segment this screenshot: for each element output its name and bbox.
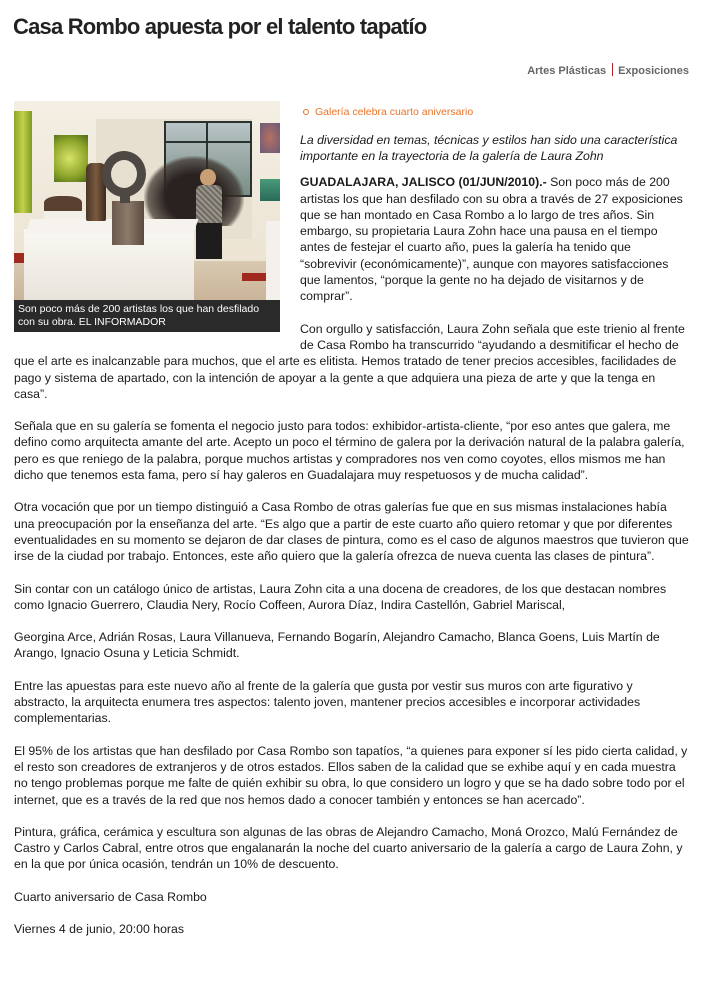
photo-painting-right-bottom: [260, 179, 280, 201]
category-separator: [612, 63, 613, 76]
gallery-photo[interactable]: [14, 101, 280, 300]
paragraph-text: Son poco más de 200 artistas los que han desfilado con su obra a través de 27 exposiciones que se han montado en Casa Rombo a lo largo de tres años. Sin embargo, su propietaria Laura Zohn hace una pausa en el tiempo antes de festejar el cuarto año, pues la galería ha tenido que “sobrevivir (económicamente)”, aunque con mayores satisfacciones que lamentos, “porque la gente no ha dejado de visitarnos y de comprar”.: [300, 175, 683, 304]
article-paragraph: Otra vocación que por un tiempo distinguió a Casa Rombo de otras galerías fue que en sus mismas instalaciones había una preocupación por la enseñanza del arte. “Es algo que a partir de este cuarto año quiero retomar y que por diferentes eventualidades en su momento se dejaron de dar clases de pintura, como es el caso de algunos maestros que tuvieron que irse de la ciudad por trabajo. Entonces, este año quiero que la galería ofrezca de nueva cuenta las clases de pintura”.: [14, 500, 689, 564]
article-title: Casa Rombo apuesta por el talento tapatío: [13, 14, 427, 39]
category-link-exposiciones[interactable]: Exposiciones: [618, 65, 689, 77]
photo-painting-right-top: [260, 123, 280, 153]
article-paragraph: Con orgullo y satisfacción, Laura Zohn señala que este trienio al frente de Casa Rombo ha transcurrido “ayudando a desmitificar el hecho de que el arte es inalcanzable para muchos, que el arte es elitista. Hemos tratado de tener precios accesibles, facilidades de pago y sistema de apartado, con la intención de apoyar a la gente a que adquiera una pieza de arte y que la tenga en casa”.: [14, 321, 685, 401]
photo-woman-head: [200, 169, 216, 186]
photo-ring-neck: [120, 193, 130, 203]
photo-crowd: [144, 156, 244, 226]
article-summary: La diversidad en temas, técnicas y estilos han sido una característica importante en la trayectoria de la galería de Laura Zohn: [300, 133, 678, 164]
photo-small-sculptures: [44, 196, 82, 212]
article-paragraph: Señala que en su galería se fomenta el negocio justo para todos: exhibidor-artista-cliente, “por eso antes que galera, me defino como arquitecta amante del arte. Acepto un poco el término de galera por la derivación natural de la palabra galería, pero es que reniego de la palabra, porque muchos artistas y compradores nos ven como coyotes, ellos mismos me han dicho que tenemos esta fama, pero sí hay galeros en Guadalajara muy respetuosos y de mucha calidad”.: [14, 419, 685, 483]
article-paragraph: Georgina Arce, Adrián Rosas, Laura Villanueva, Fernando Bogarín, Alejandro Camacho, Blanca Goens, Luis Martín de Arango, Ignacio Osuna y Leticia Schmidt.: [14, 630, 660, 661]
category-link-artes-plasticas[interactable]: Artes Plásticas: [527, 65, 607, 77]
category-breadcrumb: [527, 63, 689, 77]
article-paragraph: Entre las apuestas para este nuevo año al frente de la galería que gusta por vestir sus muros con arte figurativo y abstracto, la arquitecta enumera tres aspectos: talento joven, mantener precios accesibles e incorporar actividades complementarias.: [14, 678, 641, 726]
article-paragraph: Pintura, gráfica, cerámica y escultura son algunas de las obras de Alejandro Camacho, Moná Orozco, Malú Fernández de Castro y Carlos Cabral, entre otros que engalanarán la noche del cuarto aniversario de la galería a cargo de Laura Zohn, y en la que por única ocasión, tendrán un 10% de descuento.: [14, 824, 683, 872]
article-body: [14, 101, 690, 953]
photo-woman-skirt: [196, 223, 222, 259]
photo-caption: Son poco más de 200 artistas los que han desfilado con su obra. EL INFORMADOR: [14, 300, 280, 332]
circle-bullet-icon: [303, 109, 309, 115]
photo-woman-torso: [196, 185, 222, 225]
event-datetime: Viernes 4 de junio, 20:00 horas: [14, 921, 185, 936]
related-article-link[interactable]: Galería celebra cuarto aniversario: [315, 106, 474, 118]
photo-plinth: [24, 229, 194, 300]
photo-ring-sculpture: [102, 151, 146, 197]
article-figure: [14, 101, 280, 332]
event-title: Cuarto aniversario de Casa Rombo: [14, 889, 207, 904]
photo-painting-green: [54, 135, 88, 182]
article-dateline: GUADALAJARA, JALISCO (01/JUN/2010).-: [300, 175, 547, 190]
photo-right-column: [266, 221, 280, 300]
article-paragraph: El 95% de los artistas que han desfilado por Casa Rombo son tapatíos, “a quienes para exponer sí les pido cierta calidad, y el resto son creadores de extranjeros y de otros estados. Ellos saben de la calidad que se exhibe aquí y en cada muestra no tengo problemas porque me falte de quién exhibir su obra, lo que considero un logro y que se ha dado sobre todo por el internet, que es a través de la red que nos hemos dado a conocer también y entonces se han acercado”.: [14, 743, 688, 807]
article-paragraph: Sin contar con un catálogo único de artistas, Laura Zohn cita a una docena de creadores, de los que destacan nombres como Ignacio Guerrero, Claudia Nery, Rocío Coffeen, Aurora Díaz, Indira Castellón, Gabriel Mariscal,: [14, 581, 667, 612]
photo-sculpture-base: [112, 201, 144, 245]
photo-painting-left: [14, 111, 32, 213]
photo-window-transom: [164, 141, 250, 143]
